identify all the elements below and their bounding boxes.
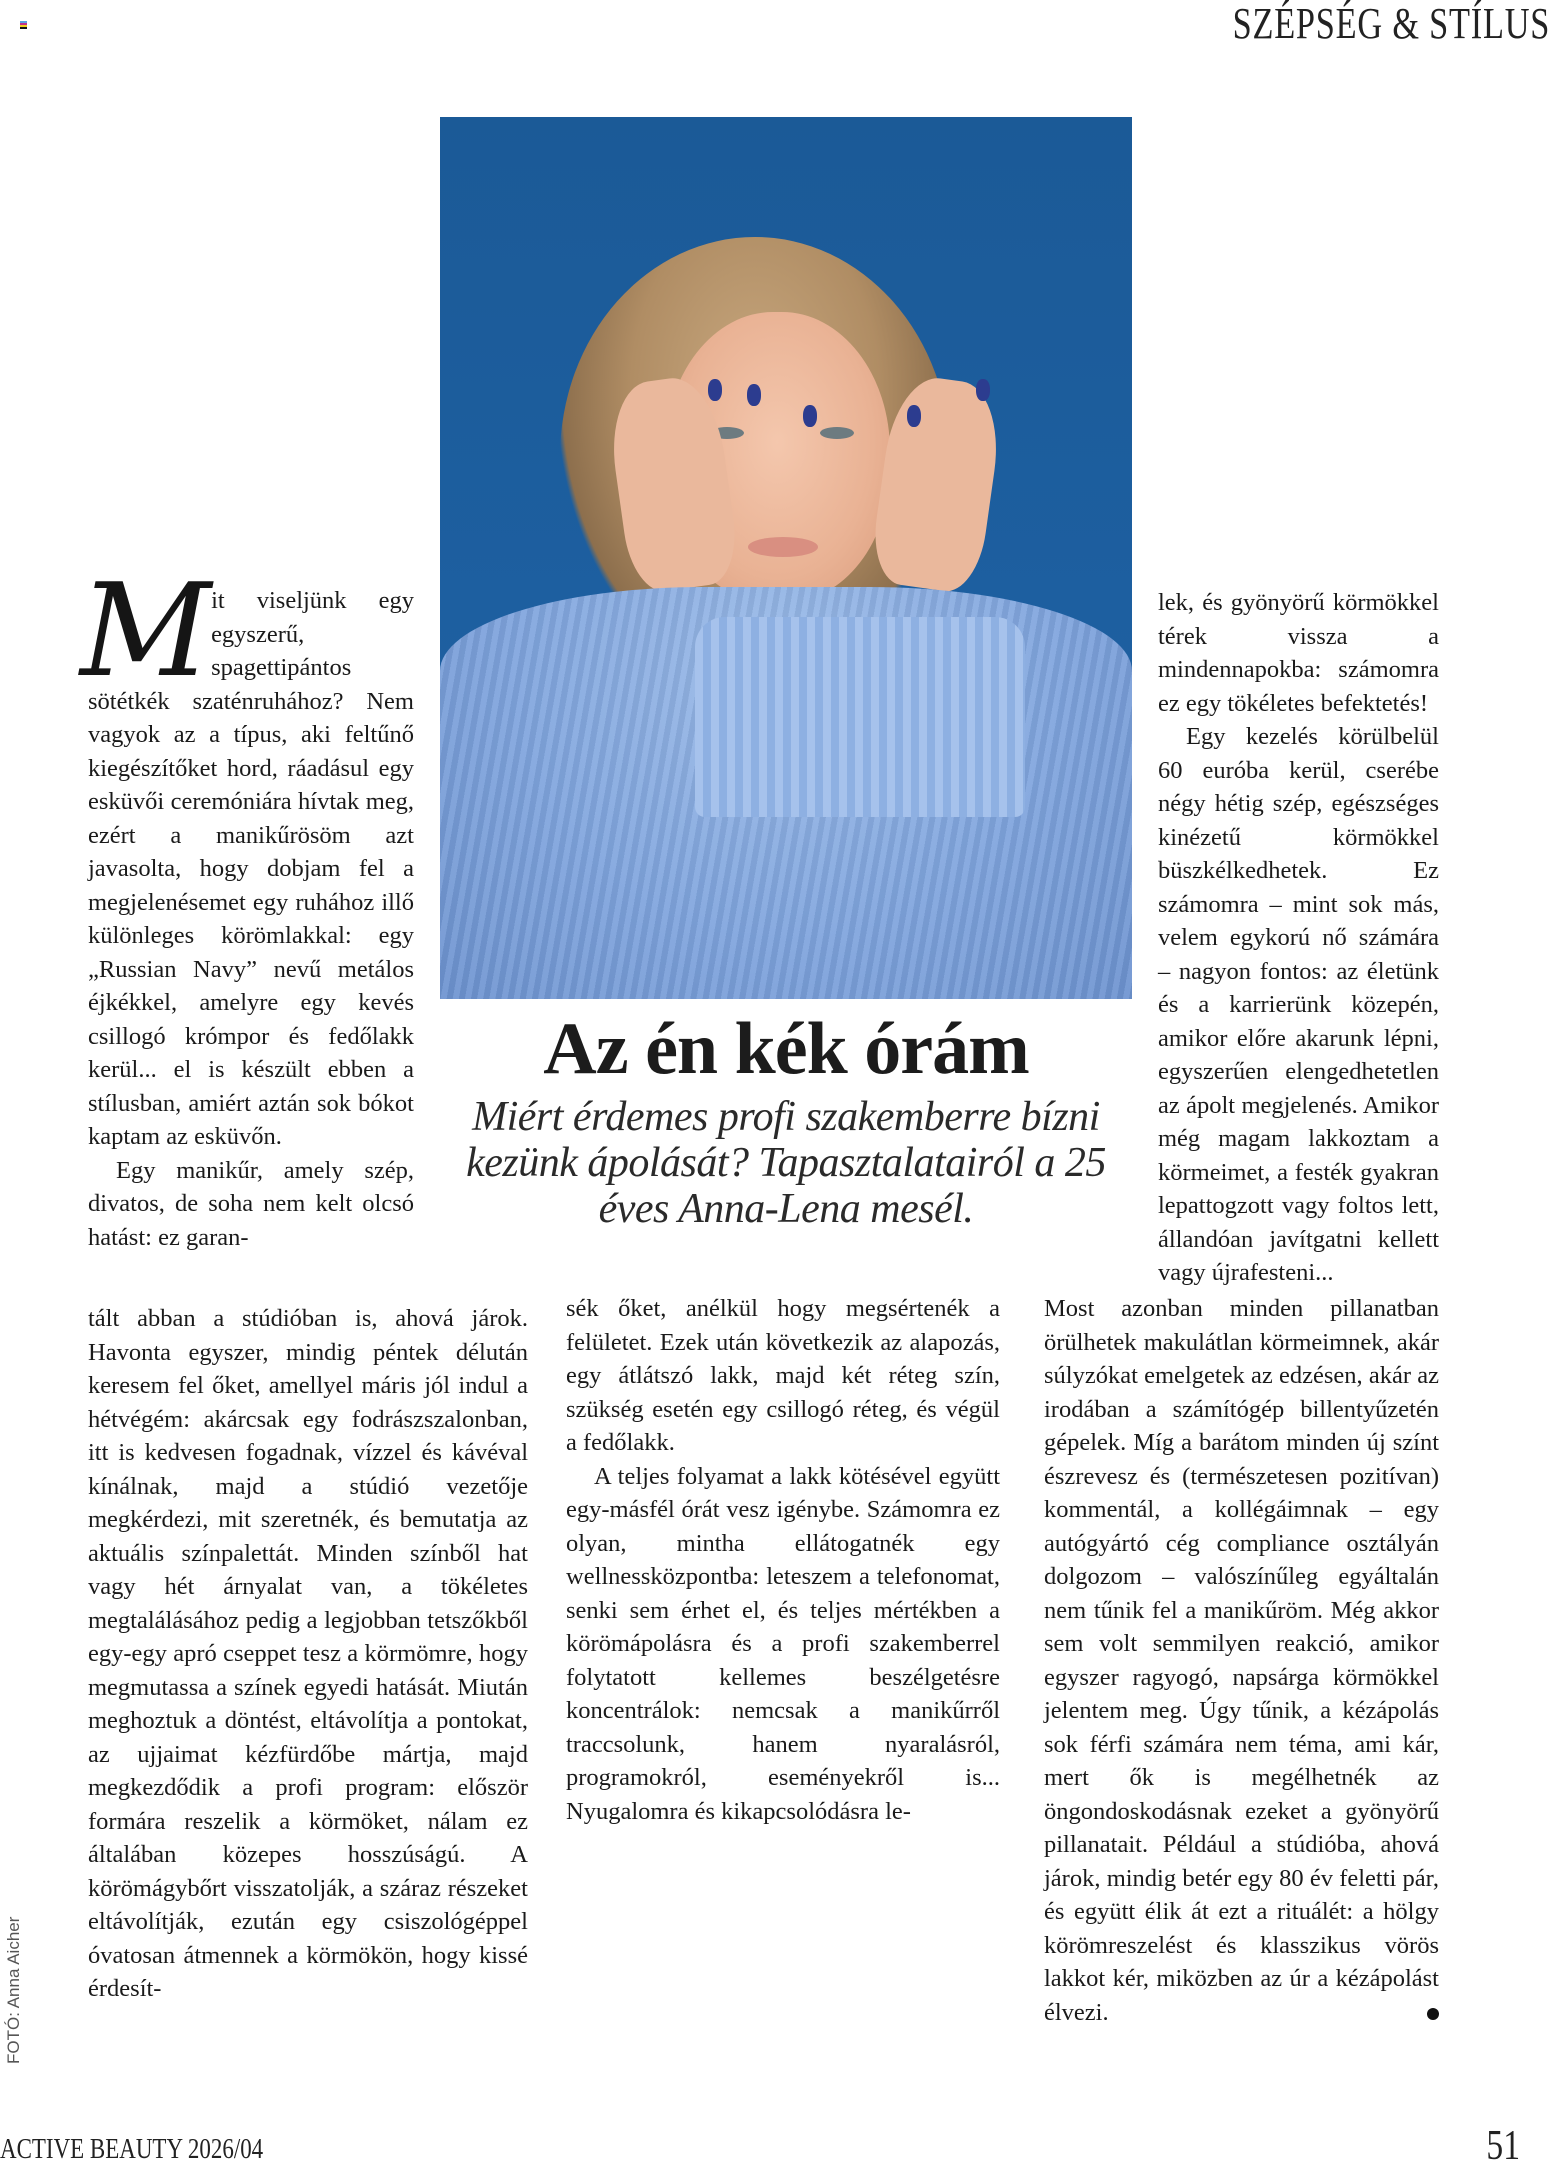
article-column-1 (80, 557, 414, 1254)
article-column-3-continued (1044, 1292, 1439, 2029)
publication-footer: ACTIVE BEAUTY 2026/04 (0, 2134, 264, 2165)
nail-icon (907, 405, 921, 427)
article-photo (440, 117, 1132, 999)
end-of-article-bullet-icon (1427, 2008, 1439, 2020)
section-label: SZÉPSÉG & STÍLUS (1232, 0, 1550, 48)
article-paragraph: Egy kezelés körülbelül 60 euróba kerül, cserébe négy hétig szép, egészséges kinézetű körmökkel büszkélkedhetek. Ez számomra – mint sok más, velem egykorú nő számára – nagyon fontos: az életünk és a karrierünk közepén, amikor előre akarunk lépni, egyszerűen elengedhetetlen az ápolt megjelenés. Amikor még magam lakkoztam a körmeimet, a festék gyakran lepattogzott vagy foltos lett, állandóan javítgatni kellett vagy újrafesteni... (1158, 723, 1439, 1286)
nail-icon (708, 379, 722, 401)
photo-eye-right (820, 427, 854, 439)
print-color-bar (20, 21, 27, 28)
article-paragraph: lek, és gyönyörű körmökkel térek vissza a mindennapokba: számomra ez egy tökéletes befektetés! (1158, 589, 1439, 717)
article-paragraph: A teljes folyamat a lakk kötésével együtt egy-másfél órát vesz igénybe. Számomra ez olyan, mintha ellátogatnék egy wellnessközpontba: leteszem a telefonomat, senki sem érhet el, és teljes mértékben a körömápolásra és a profi szakemberrel folytatott kellemes beszélgetésre koncentrálok: nemcsak a manikűrről traccsolunk, hanem nyaralásról, programokról, eseményekről is... Nyugalomra és kikapcsolódásra le- (566, 1462, 1000, 1825)
article-title: Az én kék órám (543, 1008, 1029, 1090)
dropcap: M (80, 557, 204, 706)
nail-icon (803, 405, 817, 427)
article-paragraph: Mit viseljünk egy egyszerű, spagettipántos sötétkék szaténruhához? Nem vagyok az a típus, aki feltűnő kiegészítőket hord, ráadásul egy esküvői ceremóniára hívtak meg, ezért a manikűrösöm azt javasolta, hogy dobjam fel a megjelenésemet egy ruhához illő különleges körömlakkal: egy „Russian Navy” nevű metálos éjkékkel, amelyre egy kevés csillogó krómpor és fedőlakk kerül... el is készült ebben a stílusban, amiért aztán sok bókot kaptam az esküvőn. (80, 557, 414, 1150)
page-number: 51 (1486, 2123, 1520, 2169)
nail-icon (747, 384, 761, 406)
photo-lips (748, 537, 818, 557)
article-paragraph: Most azonban minden pillanatban örülhetek makulátlan körmeimnek, akár súlyzókat emelgetek az edzésen, akár az irodában a számítógép billentyűzetén gépelek. Míg a barátom minden új színt észrevesz és (természetesen pozitívan) kommentál, a kollégáimnak – egy autógyártó cég compliance osztályán dolgozom – valószínűleg egyáltalán nem tűnik fel a manikűröm. Még akkor sem volt semmilyen reakció, amikor egyszer ragyogó, napsárga körmökkel jelentem meg. Úgy tűnik, a kézápolás sok férfi számára nem téma, ami kár, mert ők is megélhetnék az öngondoskodásnak ezeket a gyönyörű pillanatait. Például a stúdióba, ahová járok, mindig betér egy 80 év feletti pár, és együtt élik át ezt a rituálét: a hölgy körömreszelést és klasszikus vörös lakkot kér, miközben az úr a kézápolást élvezi. (1044, 1295, 1439, 2026)
photo-sweater-collar (695, 617, 1025, 817)
article-deck: Miért érdemes profi szakemberre bízni kezünk ápolását? Tapasztalatairól a 25 éves Anna-Lena mesél. (466, 1094, 1106, 1232)
article-paragraph: sék őket, anélkül hogy megsértenék a felületet. Ezek után következik az alapozás, egy átlátszó lakk, majd két réteg szín, szükség esetén egy csillogó réteg, és végül a fedőlakk. (566, 1295, 1000, 1456)
article-column-1-continued (88, 1302, 528, 2006)
article-column-2 (566, 1292, 1000, 1828)
photo-credit: FOTÓ: Anna Aicher (4, 1916, 23, 2064)
article-column-3 (1158, 586, 1439, 1290)
nail-icon (976, 379, 990, 401)
article-paragraph: tált abban a stúdióban is, ahová járok. Havonta egyszer, mindig péntek délután keresem fel őket, amellyel máris jól indul a hétvégém: akárcsak egy fodrászszalonban, itt is kedvesen fogadnak, vízzel és kávéval kínálnak, majd a stúdió vezetője megkérdezi, mit szeretnék, és bemutatja az aktuális színpalettát. Minden színből hat vagy hét árnyalat van, a tökéletes megtalálásához pedig a legjobban tetszőkből egy-egy apró cseppet tesz a körmömre, hogy megmutassa a színek egyedi hatását. Miután meghoztuk a döntést, eltávolítja a pontokat, az ujjaimat kézfürdőbe mártja, majd megkezdődik a profi program: először formára reszelik a körmöket, nálam ez általában közepes hosszúságú. A körömágybőrt visszatolják, a száraz részeket eltávolítják, ezután egy csiszológéppel óvatosan átmennek a körmökön, hogy kissé érdesít- (88, 1305, 528, 2002)
article-paragraph: Egy manikűr, amely szép, divatos, de soha nem kelt olcsó hatást: ez garan- (88, 1156, 414, 1251)
